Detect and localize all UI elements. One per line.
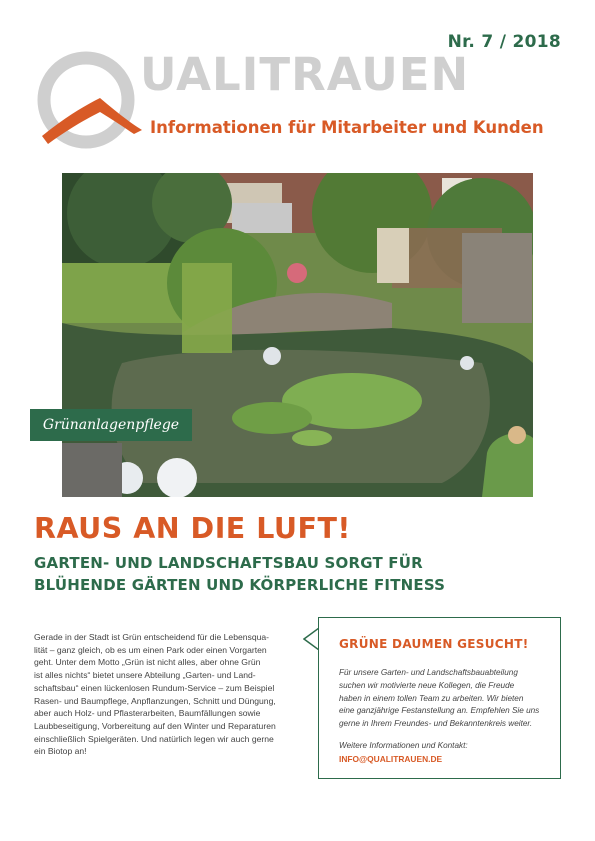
subheadline-line: BLÜHENDE GÄRTEN UND KÖRPERLICHE FITNESS bbox=[34, 576, 446, 594]
body-line: Rasen- und Baumpflege, Anpflanzungen, Schnitt und Düngung, bbox=[34, 695, 276, 706]
callout-pointer bbox=[303, 628, 319, 650]
body-line: lität – ganz gleich, ob es um einen Park oder einen Vorgarten bbox=[34, 644, 267, 655]
garden-pond-image bbox=[62, 173, 533, 497]
headline: RAUS AN DIE LUFT! bbox=[34, 512, 351, 545]
contact-email-link[interactable]: INFO@QUALITRAUEN.DE bbox=[339, 754, 443, 764]
body-line: Laubbeseitigung, Vorbereitung auf den Winter und Reparaturen bbox=[34, 720, 276, 731]
article-body bbox=[34, 631, 296, 758]
logo-tagline: Informationen für Mitarbeiter und Kunden bbox=[150, 118, 544, 137]
callout-title: GRÜNE DAUMEN GESUCHT! bbox=[339, 637, 529, 651]
callout-line: suchen wir motivierte neue Kollegen, die Freude bbox=[339, 680, 515, 690]
subheadline-line: GARTEN- UND LANDSCHAFTSBAU SORGT FÜR bbox=[34, 554, 423, 572]
job-callout-box bbox=[318, 617, 561, 779]
callout-line: haben in einem tollen Team zu arbeiten. Wir bieten bbox=[339, 693, 524, 703]
hero-photo bbox=[62, 173, 533, 497]
subheadline bbox=[34, 552, 445, 596]
body-line: einschließlich Spielgeräten. Und natürlich legen wir auch gerne bbox=[34, 733, 274, 744]
body-line: geht. Unter dem Motto „Grün ist nicht alles, aber ohne Grün bbox=[34, 657, 261, 668]
issue-number: Nr. 7 / 2018 bbox=[447, 32, 561, 52]
contact-label: Weitere Informationen und Kontakt: bbox=[339, 741, 468, 750]
body-line: Gerade in der Stadt ist Grün entscheidend für die Lebensqua- bbox=[34, 632, 270, 642]
logo-wordmark: UALITRAUEN bbox=[140, 48, 470, 101]
body-line: schaftsbau“ einen lückenlosen Rundum-Service – zum Beispiel bbox=[34, 682, 275, 693]
body-line: ist alles nichts“ bietet unsere Abteilung „Garten- und Land- bbox=[34, 670, 256, 681]
body-line: aber auch Holz- und Pflasterarbeiten, Baumfällungen sowie bbox=[34, 708, 261, 719]
callout-text bbox=[339, 667, 539, 731]
logo-q-mark bbox=[34, 48, 144, 158]
category-label: Grünanlagenpflege bbox=[30, 409, 192, 441]
callout-line: Für unsere Garten- und Landschaftsbauabteilung bbox=[339, 668, 518, 677]
callout-line: eine ganzjährige Festanstellung an. Empfehlen Sie uns bbox=[339, 706, 540, 716]
callout-line: gerne in Ihrem Freundes- und Bekanntenkreis weiter. bbox=[339, 719, 533, 729]
body-line: ein Biotop an! bbox=[34, 746, 87, 757]
